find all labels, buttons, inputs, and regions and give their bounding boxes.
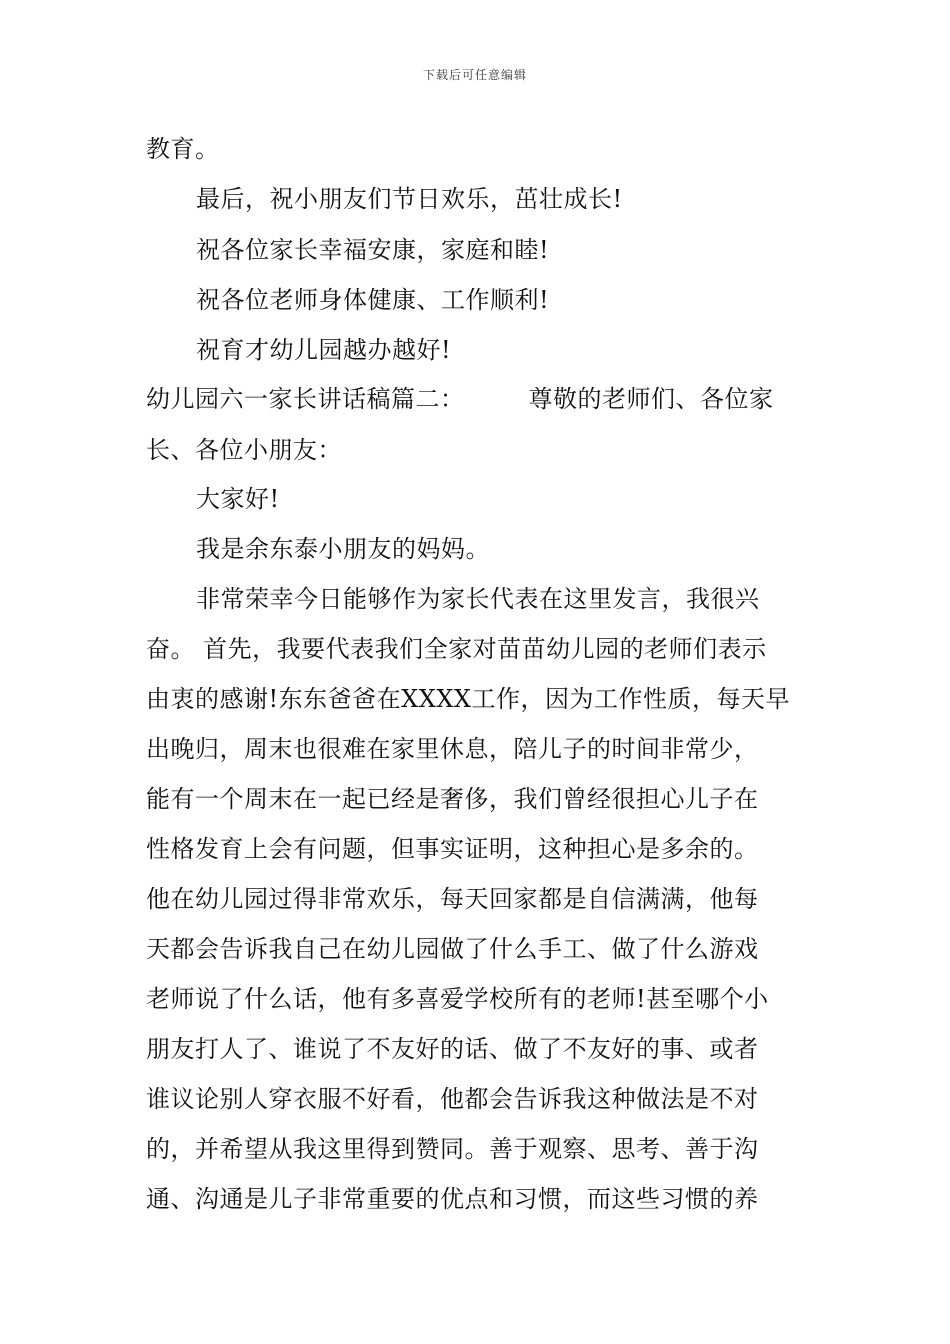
- text-line: 教育。: [146, 135, 220, 163]
- text-line: 祝各位家长幸福安康，家庭和睦!: [196, 236, 550, 264]
- text-line: 通、沟通是儿子非常重要的优点和习惯，而这些习惯的养: [146, 1185, 759, 1213]
- section-title: 幼儿园六一家长讲话稿篇二：: [146, 385, 465, 413]
- text-line: 天都会告诉我自己在幼儿园做了什么手工、做了什么游戏: [146, 935, 759, 963]
- text-line: 非常荣幸今日能够作为家长代表在这里发言，我很兴: [196, 585, 760, 613]
- text-line: 性格发育上会有问题，但事实证明，这种担心是多余的。: [146, 835, 759, 863]
- text-line: 老师说了什么话，他有多喜爱学校所有的老师!甚至哪个小: [146, 985, 769, 1013]
- section-heading-line: [146, 384, 774, 414]
- text-line: 大家好!: [196, 485, 280, 513]
- text-line: 出晚归，周末也很难在家里休息，陪儿子的时间非常少，: [146, 735, 759, 763]
- text-line: 朋友打人了、谁说了不友好的话、做了不友好的事、或者: [146, 1035, 759, 1063]
- page-header: 下载后可任意编辑: [422, 68, 527, 82]
- text-line: 的，并希望从我这里得到赞同。善于观察、思考、善于沟: [146, 1135, 759, 1163]
- text-line: 由衷的感谢!东东爸爸在XXXX工作，因为工作性质，每天早: [146, 685, 790, 713]
- text-line: 他在幼儿园过得非常欢乐，每天回家都是自信满满，他每: [146, 885, 759, 913]
- text-line: 祝各位老师身体健康、工作顺利!: [196, 286, 550, 314]
- text-line: 能有一个周末在一起已经是奢侈，我们曾经很担心儿子在: [146, 785, 759, 813]
- salutation-start: 尊敬的老师们、各位家: [528, 385, 774, 413]
- text-line: 谁议论别人穿衣服不好看，他都会告诉我这种做法是不对: [146, 1085, 759, 1113]
- text-line: 奋。 首先，我要代表我们全家对苗苗幼儿园的老师们表示: [146, 635, 767, 663]
- text-line: 长、各位小朋友：: [146, 436, 342, 464]
- text-line: 我是余东泰小朋友的妈妈。: [196, 535, 490, 563]
- text-line: 最后，祝小朋友们节日欢乐，茁壮成长!: [196, 185, 623, 213]
- text-line: 祝育才幼儿园越办越好!: [196, 336, 452, 364]
